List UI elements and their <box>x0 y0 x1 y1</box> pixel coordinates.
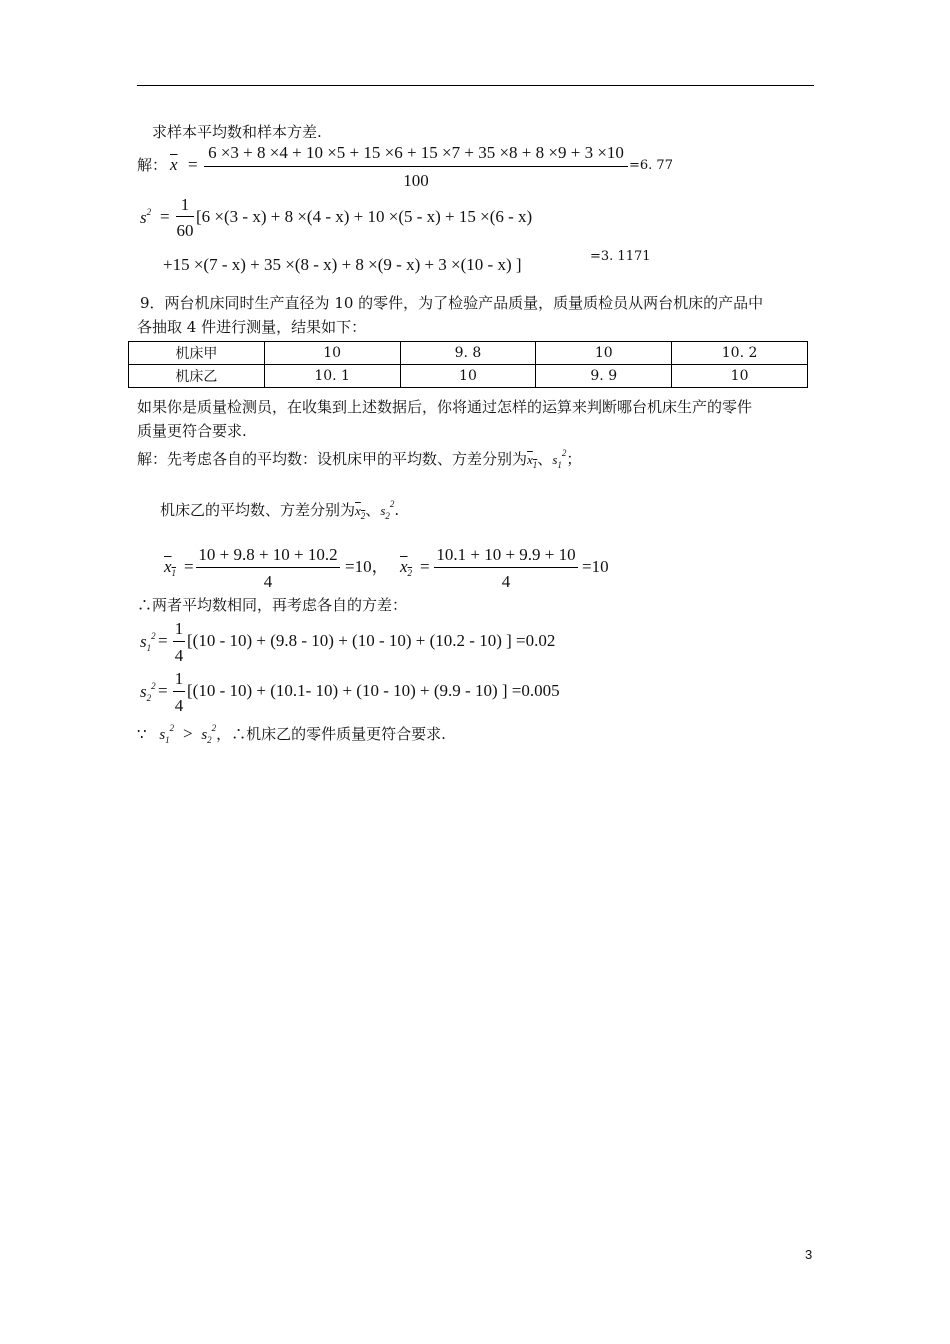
table-cell: 10 <box>672 365 808 388</box>
solution-label: 解： <box>137 156 168 174</box>
table-cell: 10. 1 <box>264 365 400 388</box>
variance-letter: s <box>140 208 147 227</box>
conclusion-text: ，∴机床乙的零件质量更符合要求. <box>216 725 446 743</box>
mean-fraction <box>204 144 628 190</box>
therefore-line: ∴两者平均数相同，再考虑各自的方差： <box>137 596 408 614</box>
x1-mean-symbol: $x_1$ <box>164 557 177 578</box>
mean-numerator: 6 ×3 + 8 ×4 + 10 ×5 + 15 ×6 + 15 ×7 + 35 ×8 + 8 ×9 + 3 ×10 <box>208 143 624 162</box>
table-row <box>129 342 808 365</box>
s2-variance-symbol: $s_2^2$ <box>140 681 156 703</box>
mean1-denominator: 4 <box>263 572 273 591</box>
header-rule <box>137 85 814 86</box>
var1-frac-den: 4 <box>174 646 184 665</box>
because-symbol: ∵ <box>137 725 147 743</box>
s2-squared-compare: $s_2^2$ <box>201 723 217 745</box>
s2-squared: $s_2^2$ <box>380 499 395 521</box>
problem9-line-2: 各抽取 4 件进行测量，结果如下： <box>137 318 367 336</box>
var1-body: [(10 - 10) + (9.8 - 10) + (10 - 10) + (10.2 - 10) ] =0.02 <box>187 631 556 650</box>
mean2-numerator: 10.1 + 10 + 9.9 + 10 <box>436 545 576 564</box>
mean-result: =6. 77 <box>629 158 673 173</box>
var1-equals: = <box>158 631 168 650</box>
var1-frac-bar <box>173 641 185 642</box>
table-cell: 9. 8 <box>400 342 536 365</box>
variance-line-2: +15 ×(7 - x) + 35 ×(8 - x) + 8 ×(9 - x) + 3 ×(10 - x) ] <box>163 255 522 274</box>
mean1-numerator: 10 + 9.8 + 10 + 10.2 <box>198 545 338 564</box>
var2-frac-bar <box>173 691 185 692</box>
var2-equals: = <box>158 681 168 700</box>
variance-symbol: $s^2$ <box>140 207 152 227</box>
separator-1: 、 <box>537 450 553 468</box>
conclusion-line <box>137 724 446 745</box>
page-number: 3 <box>805 1247 813 1262</box>
table-row <box>129 365 808 388</box>
row-label: 机床甲 <box>129 342 265 365</box>
x2-symbol: $x_2$ <box>355 503 366 521</box>
table-cell: 9. 9 <box>536 365 672 388</box>
s1-squared-compare: $s_1^2$ <box>159 723 175 745</box>
var1-frac-num: 1 <box>174 619 184 638</box>
x2-mean-symbol: $x_2$ <box>400 557 413 578</box>
period-2: . <box>394 501 400 519</box>
mean-denominator: 100 <box>403 171 429 190</box>
variance-result: =3. 1171 <box>590 249 651 264</box>
mean1-fraction <box>196 546 340 590</box>
variance-frac-num: 1 <box>180 195 190 214</box>
greater-than: > <box>182 724 193 743</box>
variance-equals: = <box>160 207 170 226</box>
variance-fraction <box>176 196 194 240</box>
solution9-line-2 <box>160 500 399 521</box>
var2-body: [(10 - 10) + (10.1- 10) + (10 - 10) + (9.9 - 10) ] =0.005 <box>187 681 560 700</box>
var2-fraction <box>173 670 185 714</box>
var1-fraction <box>173 620 185 664</box>
solution9-text-2: 机床乙的平均数、方差分别为 <box>160 501 356 519</box>
mean1-result: =10， <box>345 557 389 576</box>
solution9-text-1: 解：先考虑各自的平均数：设机床甲的平均数、方差分别为 <box>137 450 528 468</box>
x1-symbol: $x_1$ <box>527 452 538 470</box>
variance-frac-den: 60 <box>176 221 194 240</box>
solution9-line-1 <box>137 449 581 470</box>
problem9-line-1: 9．两台机床同时生产直径为 10 的零件，为了检验产品质量，质量质检员从两台机床的产品中 <box>140 294 764 312</box>
mean2-bar <box>434 567 578 568</box>
mean-fraction-bar <box>204 166 628 167</box>
mean2-equals: = <box>420 557 430 576</box>
row-label: 机床乙 <box>129 365 265 388</box>
question-line-2: 质量更符合要求. <box>137 422 247 440</box>
separator-2: 、 <box>365 501 381 519</box>
mean1-bar <box>196 567 340 568</box>
sample-prompt: 求样本平均数和样本方差. <box>152 123 322 141</box>
table-cell: 10 <box>400 365 536 388</box>
s1-squared: $s_1^2$ <box>552 448 567 470</box>
table-cell: 10 <box>264 342 400 365</box>
mean-equals: = <box>188 155 198 174</box>
mean2-fraction <box>434 546 578 590</box>
variance-line-1: [6 ×(3 - x) + 8 ×(4 - x) + 10 ×(5 - x) + 15 ×(6 - x) <box>196 207 533 226</box>
s1-variance-symbol: $s_1^2$ <box>140 631 156 653</box>
question-line-1: 如果你是质量检测员，在收集到上述数据后，你将通过怎样的运算来判断哪台机床生产的零件 <box>137 398 753 416</box>
mean2-result: =10 <box>582 557 609 576</box>
semicolon-1: ； <box>566 450 582 468</box>
variance-frac-bar <box>176 216 194 217</box>
table-cell: 10. 2 <box>672 342 808 365</box>
mean1-equals: = <box>184 557 194 576</box>
var2-frac-den: 4 <box>174 696 184 715</box>
mean2-denominator: 4 <box>501 572 511 591</box>
mean-symbol: $\overline{x}$ <box>170 155 178 174</box>
var2-frac-num: 1 <box>174 669 184 688</box>
measurement-table <box>128 341 808 388</box>
table-cell: 10 <box>536 342 672 365</box>
